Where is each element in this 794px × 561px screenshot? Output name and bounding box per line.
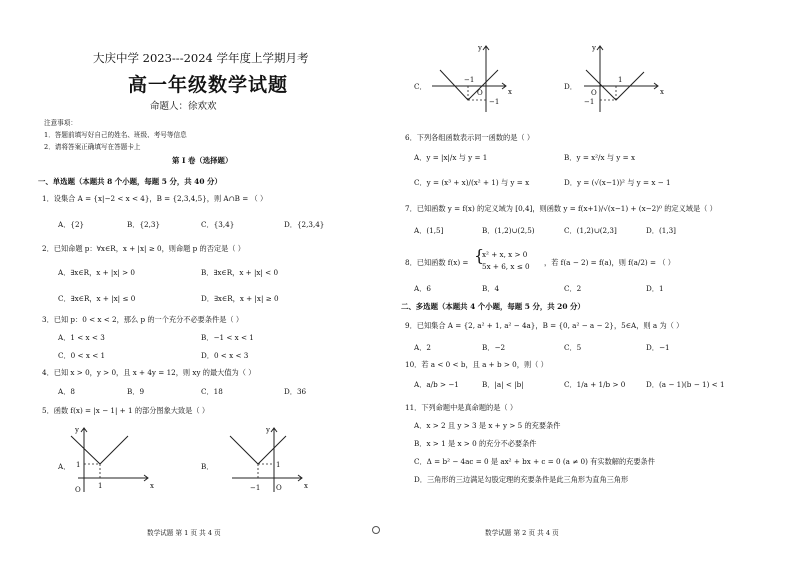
origin-label: O xyxy=(276,484,282,492)
q5-option-d[interactable]: D． xyxy=(564,82,577,91)
question-6-stem: 6．下列各组函数表示同一函数的是（ ） xyxy=(405,133,535,142)
q4-option-c[interactable]: C．18 xyxy=(201,387,223,396)
q7-option-b[interactable]: B．(1,2)∪(2,5) xyxy=(482,226,535,235)
q3-option-d[interactable]: D．0 < x < 3 xyxy=(201,351,249,360)
tick-label-one: 1 xyxy=(276,461,281,469)
q5-graph-b xyxy=(222,424,312,496)
q1-option-c[interactable]: C．{3,4} xyxy=(201,220,235,229)
axis-y-label: y xyxy=(75,426,79,434)
axis-x-label: x xyxy=(304,482,308,490)
axis-y-label: y xyxy=(592,44,596,52)
origin-label: O xyxy=(477,89,483,97)
q1-option-b[interactable]: B．{2,3} xyxy=(127,220,161,229)
axis-x-label: x xyxy=(660,88,664,96)
q6-option-d[interactable]: D．y = (√(x−1))² 与 y = x − 1 xyxy=(564,178,671,187)
q10-option-c[interactable]: C．1/a + 1/b > 0 xyxy=(564,380,626,389)
q7-option-c[interactable]: C．(1,2)∪(2,3] xyxy=(564,226,617,235)
q8-option-d[interactable]: D．1 xyxy=(646,284,664,293)
q5-option-b[interactable]: B． xyxy=(201,462,214,471)
question-4-stem: 4．已知 x > 0，y > 0，且 x + 4y = 12，则 xy 的最大值为（ ） xyxy=(42,368,256,377)
notice-heading: 注意事项： xyxy=(44,119,77,127)
exam-title: 高一年级数学试题 xyxy=(128,74,289,96)
question-9-stem: 9．已知集合 A = {2, a² + 1, a² − 4a}，B = {0, a² − a − 2}，5∈A，则 a 为（ ） xyxy=(405,321,684,330)
author-line: 命题人：徐欢欢 xyxy=(150,101,217,112)
q6-option-a[interactable]: A．y = |x|/x 与 y = 1 xyxy=(414,153,488,162)
q2-option-c[interactable]: C．∃x∈R，x + |x| ≤ 0 xyxy=(58,294,136,303)
q3-option-c[interactable]: C．0 < x < 1 xyxy=(58,351,106,360)
q11-option-d[interactable]: D．三角形的三边满足勾股定理的充要条件是此三角形为直角三角形 xyxy=(414,475,629,484)
q9-option-d[interactable]: D．−1 xyxy=(646,343,670,352)
q7-option-a[interactable]: A．(1,5] xyxy=(414,226,444,235)
q5-graph-d xyxy=(578,40,668,114)
q11-option-b[interactable]: B．x > 1 是 x > 0 的充分不必要条件 xyxy=(414,439,537,448)
question-2-stem: 2．已知命题 p：∀x∈R，x + |x| ≥ 0，则命题 p 的否定是（ ） xyxy=(42,244,245,253)
q4-option-b[interactable]: B．9 xyxy=(127,387,145,396)
q10-option-b[interactable]: B．|a| < |b| xyxy=(482,380,524,389)
q3-option-a[interactable]: A．1 < x < 3 xyxy=(58,333,105,342)
q9-option-b[interactable]: B．−2 xyxy=(482,343,506,352)
piece-lower: 5x + 6, x ≤ 0 xyxy=(482,262,530,271)
question-5-stem: 5．函数 f(x) = |x − 1| + 1 的部分图象大致是（ ） xyxy=(42,406,210,415)
q2-option-d[interactable]: D．∃x∈R，x + |x| ≥ 0 xyxy=(201,294,279,303)
q6-option-b[interactable]: B．y = x²/x 与 y = x xyxy=(564,153,635,162)
origin-label: O xyxy=(75,486,81,494)
tick-label-neg-one: −1 xyxy=(584,98,595,106)
q4-option-d[interactable]: D．36 xyxy=(284,387,307,396)
q9-option-a[interactable]: A．2 xyxy=(414,343,431,352)
piecewise-brace: { xyxy=(474,246,485,265)
origin-label: O xyxy=(591,89,597,97)
q7-option-d[interactable]: D．(1,3] xyxy=(646,226,676,235)
q8-option-c[interactable]: C．2 xyxy=(564,284,582,293)
tick-label-neg-one: −1 xyxy=(464,76,475,84)
part1-title: 第 I 卷（选择题） xyxy=(172,156,233,165)
q5-graph-a xyxy=(68,424,158,496)
tick-label-one: 1 xyxy=(76,461,81,469)
axis-y-label: y xyxy=(478,44,482,52)
q10-option-a[interactable]: A．a/b > −1 xyxy=(414,380,459,389)
axis-y-label: y xyxy=(266,426,270,434)
tick-label-one: 1 xyxy=(98,482,103,490)
q5-option-c[interactable]: C． xyxy=(414,82,427,91)
tick-label-one: 1 xyxy=(618,76,623,84)
q11-option-a[interactable]: A．x > 2 且 y > 3 是 x + y > 5 的充要条件 xyxy=(414,421,561,430)
q11-option-c[interactable]: C．Δ = b² − 4ac = 0 是 ax² + bx + c = 0 (a ≠ 0) 有实数解的充要条件 xyxy=(414,457,655,466)
tick-label-neg-one: −1 xyxy=(489,98,500,106)
q5-option-a[interactable]: A． xyxy=(58,462,71,471)
notice-item: 2．请将答案正确填写在答题卡上 xyxy=(44,143,141,151)
question-11-stem: 11．下列命题中是真命题的是（ ） xyxy=(405,403,518,412)
section-single-choice: 一、单选题（本题共 8 个小题，每题 5 分，共 40 分） xyxy=(38,177,222,186)
q1-option-a[interactable]: A．{2} xyxy=(58,220,85,229)
q10-option-d[interactable]: D．(a − 1)(b − 1) < 1 xyxy=(646,380,725,389)
q8-option-a[interactable]: A．6 xyxy=(414,284,431,293)
notice-item: 1．答题前填写好自己的姓名、班级、考号等信息 xyxy=(44,131,187,139)
q8-option-b[interactable]: B．4 xyxy=(482,284,500,293)
question-10-stem: 10．若 a < 0 < b，且 a + b > 0，则（ ） xyxy=(405,360,548,369)
question-8-stem-tail: ，若 f(a − 2) = f(a)，则 f(a/2) = （ ） xyxy=(544,258,675,267)
q2-option-a[interactable]: A．∃x∈R，x + |x| > 0 xyxy=(58,268,135,277)
q5-graph-c xyxy=(426,40,516,114)
question-1-stem: 1．设集合 A = {x|−2 < x < 4}，B = {2,3,4,5}，则 A∩B = （ ） xyxy=(42,194,268,203)
axis-x-label: x xyxy=(150,482,154,490)
page-footer-left: 数学试题 第 1 页 共 4 页 xyxy=(147,529,221,537)
piece-upper: x² + x, x > 0 xyxy=(482,250,528,259)
school-line: 大庆中学 2023---2024 学年度上学期月考 xyxy=(93,51,309,65)
q2-option-b[interactable]: B．∃x∈R，x + |x| < 0 xyxy=(201,268,279,277)
q9-option-c[interactable]: C．5 xyxy=(564,343,582,352)
q4-option-a[interactable]: A．8 xyxy=(58,387,75,396)
question-8-stem: 8．已知函数 f(x) = xyxy=(405,258,469,267)
page-divider-circle xyxy=(372,526,380,534)
question-7-stem: 7．已知函数 y = f(x) 的定义域为 [0,4]，则函数 y = f(x+1)/√(x−1) + (x−2)⁰ 的定义域是（ ） xyxy=(405,204,717,213)
q1-option-d[interactable]: D．{2,3,4} xyxy=(284,220,325,229)
page-footer-right: 数学试题 第 2 页 共 4 页 xyxy=(485,529,559,537)
question-3-stem: 3．已知 p：0 < x < 2，那么 p 的一个充分不必要条件是（ ） xyxy=(42,315,244,324)
section-multi-choice: 二、多选题（本题共 4 个小题，每题 5 分，共 20 分） xyxy=(401,302,585,311)
q3-option-b[interactable]: B．−1 < x < 1 xyxy=(201,333,254,342)
q6-option-c[interactable]: C．y = (x³ + x)/(x² + 1) 与 y = x xyxy=(414,178,530,187)
tick-label-neg-one: −1 xyxy=(250,484,261,492)
axis-x-label: x xyxy=(508,88,512,96)
